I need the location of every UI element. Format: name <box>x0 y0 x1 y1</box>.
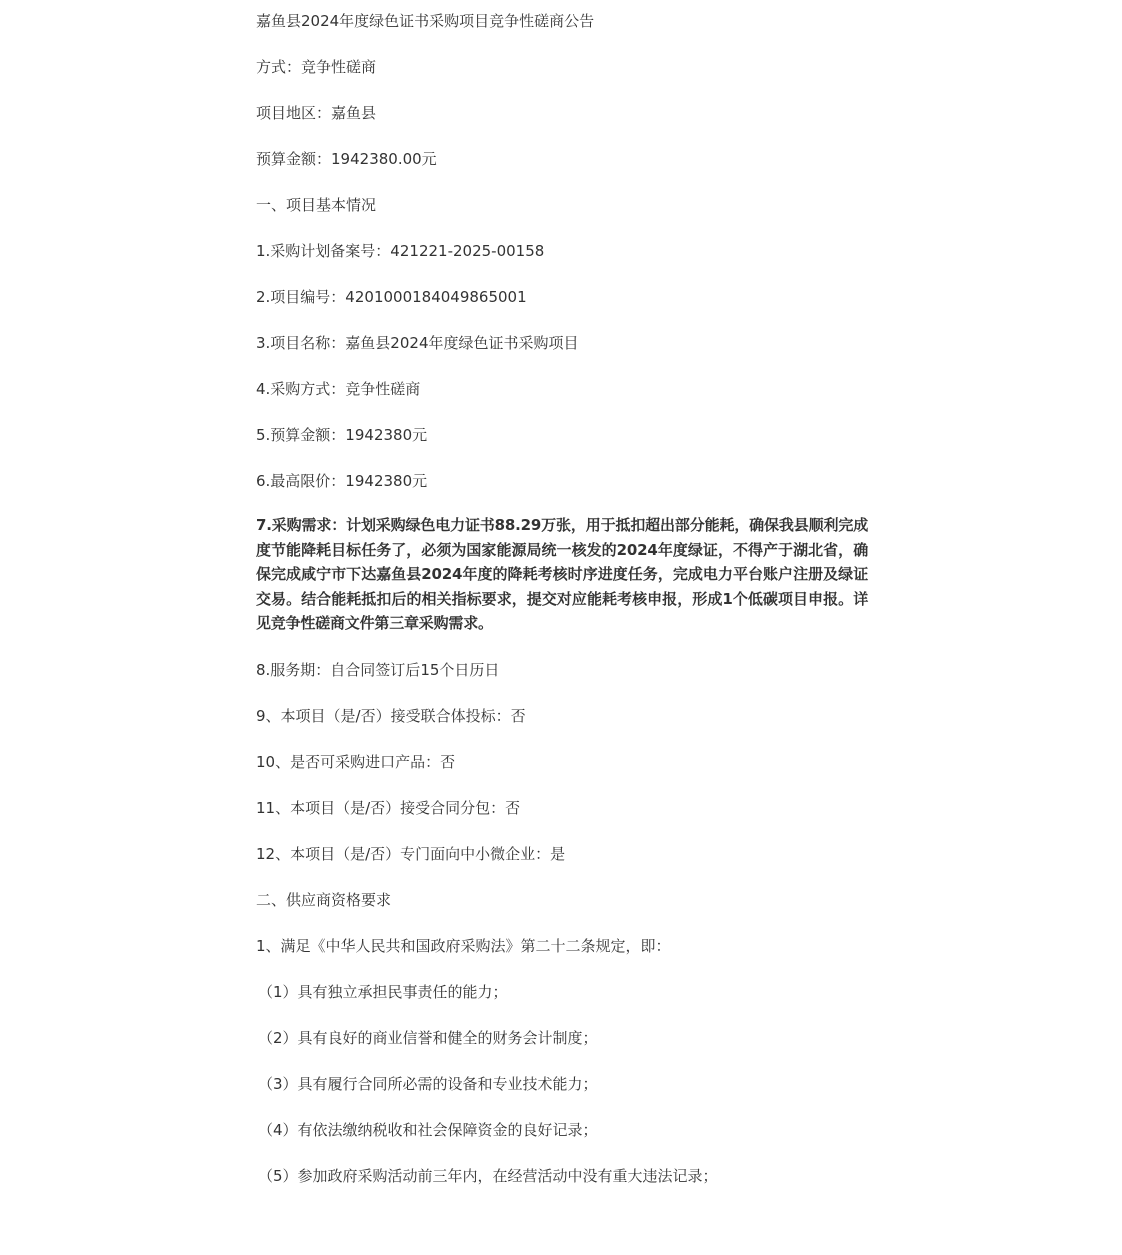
qualification-intro: 1、满足《中华人民共和国政府采购法》第二十二条规定，即： <box>256 936 671 955</box>
meta-budget <box>256 146 868 172</box>
qualification-condition: （4）有依法缴纳税收和社会保障资金的良好记录； <box>258 1120 598 1139</box>
meta-method-value: 竞争性磋商 <box>301 58 377 76</box>
meta-method-label: 方式： <box>256 58 302 76</box>
section-heading-basic-info: 一、项目基本情况 <box>256 196 377 214</box>
meta-region <box>256 100 868 126</box>
qualification-condition: （3）具有履行合同所必需的设备和专业技术能力； <box>258 1074 598 1093</box>
item-plan-record-number: 1.采购计划备案号：421221-2025-00158 <box>256 242 545 260</box>
meta-region-value: 嘉鱼县 <box>331 104 377 122</box>
item-imported-products: 10、是否可采购进口产品：否 <box>256 752 456 771</box>
meta-region-label: 项目地区： <box>256 104 332 122</box>
announcement-title: 嘉鱼县2024年度绿色证书采购项目竞争性磋商公告 <box>256 12 595 30</box>
item-project-name: 3.项目名称：嘉鱼县2024年度绿色证书采购项目 <box>256 334 579 352</box>
item-budget-amount: 5.预算金额：1942380元 <box>256 426 428 444</box>
meta-budget-value: 1942380.00元 <box>331 150 437 168</box>
section-heading-supplier-qualifications: 二、供应商资格要求 <box>256 890 392 909</box>
announcement-article <box>256 8 868 1209</box>
item-max-price: 6.最高限价：1942380元 <box>256 472 428 490</box>
item-project-number: 2.项目编号：4201000184049865001 <box>256 288 527 306</box>
item-sme-only: 12、本项目（是/否）专门面向中小微企业：是 <box>256 844 566 863</box>
item-procurement-requirement: 7.采购需求：计划采购绿色电力证书88.29万张，用于抵扣超出部分能耗，确保我县顺利完成度节能降耗目标任务了，必须为国家能源局统一核发的2024年度绿证，不得产于湖北省，确保完成咸宁市下达嘉鱼县2024年度的降耗考核时序进度任务，完成电力平台账户注册及绿证交易。结合能耗抵扣后的相关指标要求，提交对应能耗考核申报，形成1个低碳项目申报。详见竞争性磋商文件第三章采购需求。 <box>256 516 868 632</box>
item-procurement-method: 4.采购方式：竞争性磋商 <box>256 380 421 398</box>
qualification-condition: （2）具有良好的商业信誉和健全的财务会计制度； <box>258 1028 598 1047</box>
item-subcontracting: 11、本项目（是/否）接受合同分包：否 <box>256 798 521 817</box>
meta-budget-label: 预算金额： <box>256 150 332 168</box>
item-service-period: 8.服务期：自合同签订后15个日历日 <box>256 660 500 679</box>
item-consortium-bidding: 9、本项目（是/否）接受联合体投标：否 <box>256 706 526 725</box>
qualification-condition: （5）参加政府采购活动前三年内，在经营活动中没有重大违法记录； <box>258 1166 718 1185</box>
qualification-condition: （1）具有独立承担民事责任的能力； <box>258 982 508 1001</box>
meta-method <box>256 54 868 80</box>
